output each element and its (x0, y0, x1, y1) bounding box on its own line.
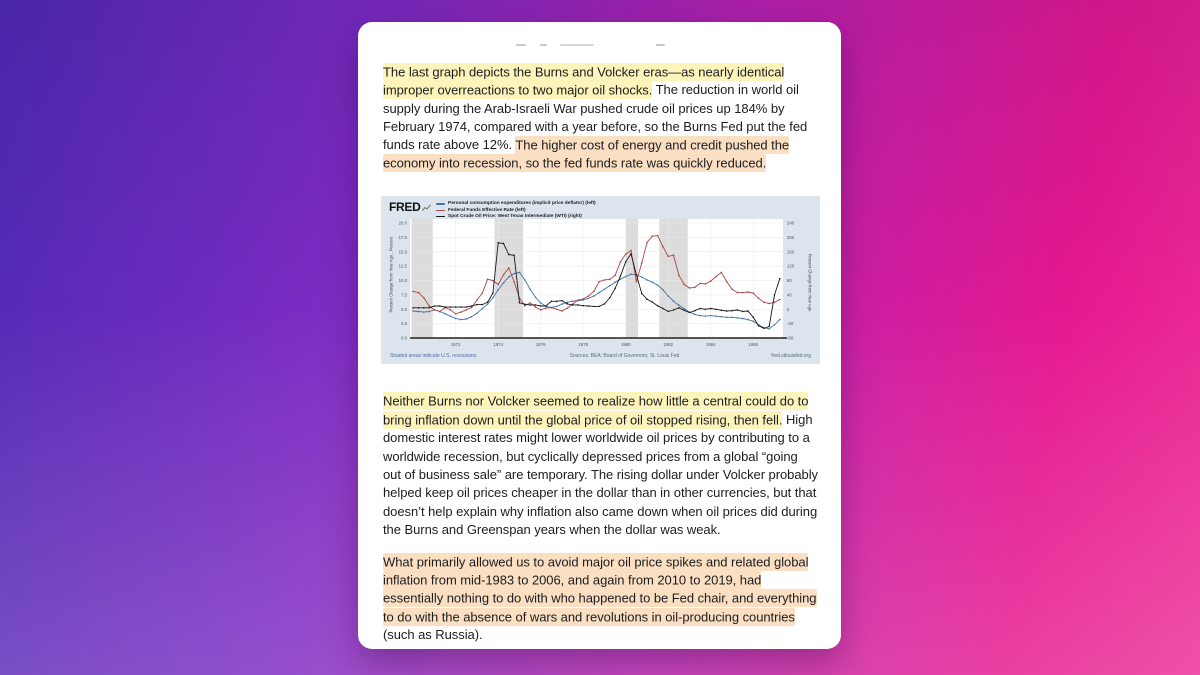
paragraph-3 (383, 553, 817, 644)
highlighted-text[interactable]: The higher cost of energy and credit pushed the economy into recession, so the fed funds rate was quickly reduced. (383, 137, 790, 171)
fred-chart-plot (381, 196, 820, 364)
legend-item-wti (436, 214, 596, 220)
highlighted-text[interactable]: What primarily allowed us to avoid major oil price spikes and related global inflation from mid-1983 to 2006, and again from 2010 to 2019, had essentially nothing to do with who happened to be Fed chair, and everything to do with the absence of wars and revolutions in oil-producing countries (383, 554, 817, 625)
svg-text:1980: 1980 (620, 341, 631, 347)
y-axis-label-left: Percent Change from Year Ago , Percent (388, 236, 394, 313)
fred-logo-graph-icon (422, 204, 431, 211)
legend-marker-fedfunds-icon (436, 210, 445, 211)
svg-text:15.0: 15.0 (398, 249, 407, 255)
legend-label: Personal consumption expenditures (implicit price deflator) (left) (448, 201, 596, 207)
svg-text:0.0: 0.0 (401, 335, 407, 341)
svg-text:17.5: 17.5 (398, 234, 407, 240)
svg-text:1972: 1972 (450, 341, 461, 347)
cropped-text-remnant (516, 43, 716, 47)
svg-text:1974: 1974 (493, 341, 503, 347)
svg-text:160: 160 (787, 249, 795, 255)
chart-legend (436, 201, 596, 220)
recession-note: Shaded areas indicate U.S. recessions. (390, 352, 478, 359)
legend-label: Federal Funds Effective Rate (left) (448, 207, 526, 213)
svg-text:12.5: 12.5 (398, 263, 407, 269)
article-card-inner (358, 22, 841, 649)
fred-logo (389, 201, 431, 213)
legend-label: Spot Crude Oil Price: West Texas Intermediate (WTI) (right) (448, 214, 582, 220)
paragraph-1 (383, 63, 817, 173)
svg-text:120: 120 (787, 263, 795, 269)
svg-text:-40: -40 (787, 321, 794, 327)
svg-text:80: 80 (787, 277, 792, 283)
article-card (358, 22, 841, 649)
fred-chart (381, 196, 820, 364)
article-body (358, 22, 841, 645)
svg-text:1982: 1982 (663, 341, 674, 347)
svg-text:1984: 1984 (705, 341, 716, 347)
y-axis-label-right: Percent Change from Year Ago (807, 253, 813, 312)
svg-text:1976: 1976 (535, 341, 546, 347)
svg-text:10.0: 10.0 (398, 277, 407, 283)
paragraph-2 (383, 393, 817, 539)
chart-footer (381, 353, 820, 359)
body-text: (such as Russia). (383, 627, 483, 643)
highlighted-text[interactable]: The last graph depicts the Burns and Volcker eras—as nearly identical improper overreactions to two major oil shocks. (383, 64, 785, 98)
svg-text:1978: 1978 (578, 341, 588, 347)
highlighted-text[interactable]: Neither Burns nor Volcker seemed to realize how little a central could do to bring inflation down until the global price of oil stopped rising, then fell. (383, 393, 809, 428)
svg-text:40: 40 (787, 292, 792, 298)
fred-logo-text: FRED (389, 199, 421, 214)
svg-text:200: 200 (787, 234, 795, 240)
body-text: The reduction in world oil supply during the Arab-Israeli War pushed crude oil prices up 184% by February 1974, compared with a year before, so the Burns Fed put the fed funds rate above 12%. (383, 82, 808, 153)
legend-item-pce (436, 201, 596, 207)
svg-text:20.0: 20.0 (398, 220, 407, 226)
svg-text:7.5: 7.5 (401, 292, 407, 298)
svg-text:0: 0 (787, 306, 790, 312)
svg-text:1986: 1986 (748, 341, 759, 347)
body-text: High domestic interest rates might lower worldwide oil prices by contributing to a worldwide recession, but cyclically depressed prices from a global “going out of business sale” are temporary. The rising dollar under Volcker probably helped keep oil prices cheaper in the dollar than in other currencies, but that doesn’t help explain why inflation also came down when oil prices did during the Burns and Greenspan years when the dollar was weak. (383, 412, 819, 537)
fred-url[interactable]: fred.stlouisfed.org (771, 352, 811, 359)
svg-text:5.0: 5.0 (401, 306, 407, 312)
legend-marker-pce-icon (436, 203, 445, 204)
legend-marker-wti-icon (436, 216, 445, 217)
svg-text:-80: -80 (787, 335, 794, 341)
svg-text:2.5: 2.5 (401, 321, 407, 327)
svg-text:240: 240 (787, 220, 795, 226)
chart-sources: Sources: BEA; Board of Governors; St. Louis Fed (569, 352, 680, 359)
